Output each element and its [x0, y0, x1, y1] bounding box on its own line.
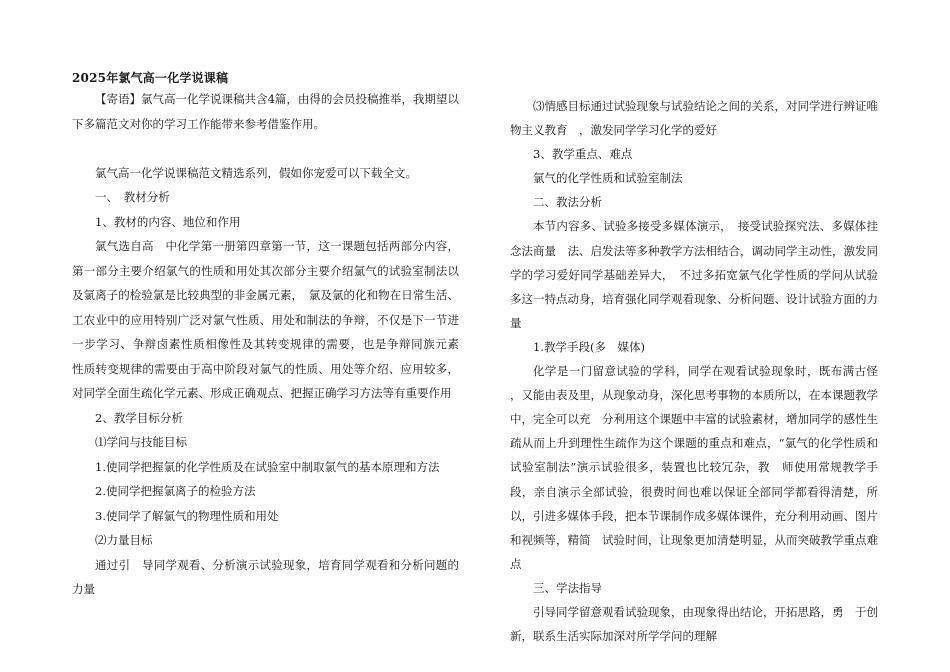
list-item: 2.使同学把握氯离子的检验方法	[95, 484, 256, 498]
subheading-ability: ⑵力量目标	[95, 533, 153, 547]
subheading-objectives: 2、教学目标分析	[95, 410, 183, 425]
body-paragraph: 通过引 导同学观看、分析演示试验现象，培育同学观看和分析问题的力量	[72, 557, 459, 596]
subheading-content-position: 1、教材的内容、地位和作用	[95, 214, 241, 229]
list-item: 1.使同学把握氯的化学性质及在试验室中制取氯气的基本原理和方法	[95, 459, 440, 474]
blank-line	[72, 136, 459, 161]
intro-paragraph: 【寄语】氯气高一化学说课稿共含4篇，由得的会员投稿推举，我期望以下多篇范文对你的学习工作能带来参考借鉴作用。	[72, 92, 459, 131]
left-column	[72, 87, 471, 602]
body-paragraph: 化学是一门留意试验的学科，同学在观看试验现象时，既布满古怪 ，又能由表及里，从现象动身，深化思考事物的本质所以，在本课题教学中，完全可以充 分利用这个课题中丰富的试验素材，增加同学的感性生疏从而上升到理性生疏作为这个课题的重点和难点，“氯气的化学性质和试验室制法”演示试验很多，装置也比较冗杂，教 师使用常规教学手段，亲自演示全部试验，很费时间也难以保证全部同学都看得清楚，所以，引进多媒体手段，把本节课制作成多媒体课件，充分利用动画、图片和视频等，精简 试验时间，让现象更加清楚明显，从而突破教学重点难点	[510, 364, 901, 571]
subheading-teaching-means: 1.教学手段(多 媒体)	[533, 339, 645, 354]
subheading-key-points: 3、教学重点、难点	[533, 147, 633, 162]
series-note-paragraph: 氯气高一化学说课稿范文精选系列，假如你宠爱可以下载全文。	[95, 165, 417, 180]
subheading-knowledge-skills: ⑴学问与技能目标	[95, 435, 187, 449]
body-paragraph: 氯气选自高 中化学第一册第四章第一节，这一课题包括两部分内容，第一部分主要介绍氯气的性质和用处其次部分主要介绍氯气的试验室制法以及氯离子的检验氯是比较典型的非金属元素， 氯及氯的化和物在日常生活、工农业中的应用特别广泛对氯气性质、用处和制法的争辩，不仅是下一节进一步学习、争辩卤素性质相像性及其转变规律的需要，也是争辩同族元素 性质转变规律的需要由于高中阶段对氯气的性质、用处等介绍、应用较多，对同学全面生疏化学元素、形成正确观点、把握正确学习方法等有重要作用	[72, 239, 471, 400]
list-item: 3.使同学了解氯气的物理性质和用处	[95, 508, 279, 523]
body-paragraph: 本节内容多、试验多接受多媒体演示， 接受试验探究法、多媒体挂念法商量 法、启发法等多种教学方法相结合，调动同学主动性，激发同学的学习爱好同学基础差异大， 不过多拓宽氯气化学性质的学问从试验多这一特点动身，培育强化同学观看现象、分析问题、设计试验方面的力量	[510, 219, 878, 330]
body-paragraph: 引导同学留意观看试验现象，由现象得出结论，开拓思路，勇 于创新，联系生活实际加深对所学学问的理解	[510, 604, 878, 644]
right-column	[510, 94, 901, 648]
section-heading-learning-guidance: 三、学法指导	[533, 580, 602, 595]
body-paragraph: 氯气的化学性质和试验室制法	[533, 171, 683, 186]
body-paragraph: ⑶情感目标通过试验现象与试验结论之间的关系，对同学进行辨证唯物主义教育 ，激发同学学习化学的爱好	[510, 99, 878, 138]
section-heading-textbook-analysis: 一、 教材分析	[95, 190, 170, 204]
document-title: 2025年氯气高一化学说课稿	[72, 71, 229, 85]
section-heading-teaching-method: 二、教法分析	[533, 195, 602, 210]
